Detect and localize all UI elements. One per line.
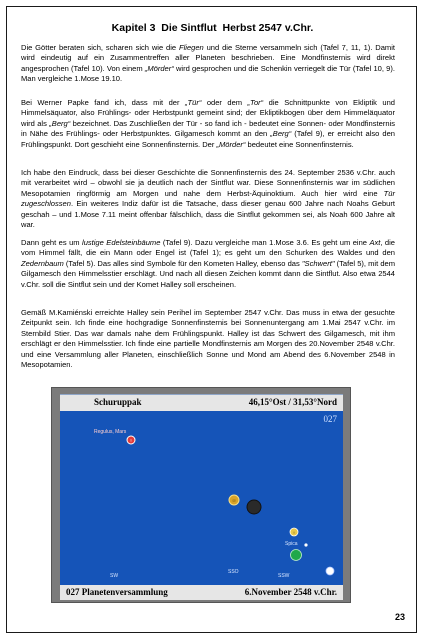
coordinates-label: 46,15°Ost / 31,53°Nord bbox=[248, 397, 337, 407]
small-planet-icon bbox=[304, 543, 307, 546]
sky-bodies bbox=[60, 395, 343, 586]
caption-right: 6.November 2548 v.Chr. bbox=[244, 587, 337, 597]
sky-chart-footer bbox=[60, 585, 343, 600]
green-planet-icon bbox=[291, 550, 302, 561]
white-planet-icon bbox=[326, 567, 334, 575]
page-number: 23 bbox=[394, 612, 405, 622]
moon-icon bbox=[247, 500, 261, 514]
horizon-label-ssw: SSW bbox=[278, 573, 290, 579]
caption-left: 027 Planetenversammlung bbox=[66, 587, 168, 597]
horizon-label-sw: SW bbox=[110, 573, 119, 579]
location-label: Schuruppak bbox=[94, 397, 142, 407]
svg-text:☿: ☿ bbox=[129, 438, 133, 443]
paragraph-1: Die Götter beraten sich, scharen sich wie die Fliegen und die Sterne versammeln sich (Tafel 7, 11, 1). Damit wird eindeutig auf ein Zusammentreffen aller Planeten beschrieben. Eine Mondfinsternis wird direkt angesprochen (Tafel 10). Von einem „Mörder“ wird gesprochen und die Schenkin verriegelt die Tür (Tafel 10, 9). Man vergleiche 1.Mose 19.10. bbox=[21, 43, 395, 84]
planet-icon bbox=[290, 528, 298, 536]
svg-text:☉: ☉ bbox=[232, 498, 236, 503]
chapter-title: Kapitel 3 Die Sintflut Herbst 2547 v.Chr. bbox=[111, 22, 314, 34]
sun-icon bbox=[229, 495, 239, 505]
paragraph-5: Gemäß M.Kamiénski erreichte Halley sein Perihel im September 2547 v.Chr. Das muss in etwa der gesuchte Zeitpunkt sein. Ich finde eine hochgradige Sonnenfinsternis bei Sonnenuntergang am 1.Mai 2547 v.Chr. im Sternbild Stier. Das war damals nahe dem Frühlingspunkt. Halley ist das Schwert des Gilgamesch, mit ihm erschlägt er den Himmelsstier. Ich finde eine partielle Mondfinsternis am Morgen des 20.November 2548 v.Chr. und eine Versammlung aller Planeten, einschließlich Sonne und Mond am Abend des 6.November 2548 in Mesopotamien. bbox=[21, 308, 395, 370]
svg-text:♀: ♀ bbox=[292, 530, 296, 535]
red-planet-icon bbox=[127, 436, 135, 444]
sky-chart bbox=[60, 394, 343, 586]
paragraph-2: Bei Werner Papke fand ich, dass mit der „Tür“ oder dem „Tor“ die Schnittpunkte von Ekliptik und Himmelsäquator, also Frühlings- oder Herbstpunkt gemeint sind; der Ekliptikbogen über dem Himmeläquator wird als „Berg“ bezeichnet. Das Zuschließen der Tür - so fand ich - bedeutet eine Sonnen- oder Mondfinsternis in Nähe des Frühlings- oder Herbstpunktes. Gilgamesch kommt an den „Berg“ (Tafel 9), er erreicht also den Frühlingspunkt. Dort geschieht eine Sonnenfinsternis. Der „Mörder“ bedeutet eine Sonnenfinsternis. bbox=[21, 98, 396, 149]
frame-number: 027 bbox=[323, 414, 337, 424]
green-planet-label: Spica bbox=[285, 541, 298, 547]
paragraph-3: Ich habe den Eindruck, dass bei dieser Geschichte die Sonnenfinsternis des 24. September 2536 v.Chr. auch mit verarbeitet wird – obwohl sie ja deutlich nach der Sintflut war. Diese Sonnenfinsternis war im südlichen Mesopotamien ringförmig am Morgen und nahe dem Herbst-Äquinoktium. Auch hier wird eine Tür zugeschlossen. Ein weiteres Indiz dafür ist die Tatsache, dass dieser genau 600 Jahre nach Noahs Geburt geschah – und 1.Mose 7.11 meint offenbar fälschlich, dass die Sintflut gekommen sei, als Noah 600 Jahre alt war. bbox=[21, 168, 395, 230]
paragraph-4: Dann geht es um lustige Edelsteinbäume (Tafel 9). Dazu vergleiche man 1.Mose 3.6. Es geht um eine Axt, die vom Himmel fällt, die ein Mann oder Engel ist (Tafel 1); es geht um den Schurken des Waldes und den Zedernbaum (Tafel 5). Das alles sind Symbole für den Kometen Halley, ebenso das "Schwert" (Tafel 5), mit dem Gilgamesch den Himmelsstier erschlägt. Und nach all diesen Zeichen kommt dann die Sintflut. Also etwa 2544 v.Chr. soll die Sintflut sein und der Komet Halley soll erscheinen. bbox=[21, 238, 395, 289]
horizon-label-sso: SSO bbox=[228, 569, 239, 575]
red-planet-label: Regulus, Mars bbox=[94, 429, 127, 435]
